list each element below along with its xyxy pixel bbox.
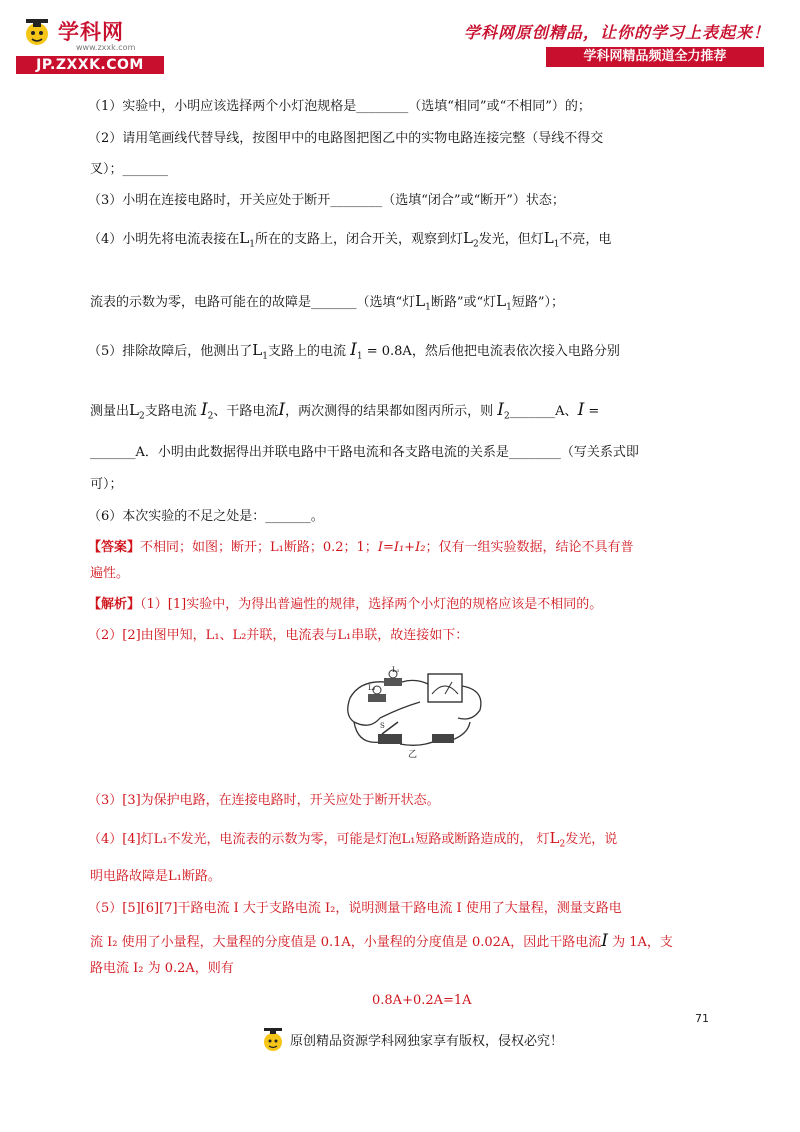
question-5-line1: （5）排除故障后，他测出了$L_1$支路上的电流 $I_1 = 0.8A$，然后他把电流表依次接入电路分别 xyxy=(88,340,620,362)
question-1: （1）实验中，小明应该选择两个小灯泡规格是________（选填“相同”或“不相同”）的； xyxy=(88,99,591,114)
label-l2: L₂ xyxy=(368,684,376,692)
question-2-line1: （2）请用笔画线代替导线，按图甲中的电路图把图乙中的实物电路连接完整（导线不得交 xyxy=(88,131,604,146)
analysis-equation: 0.8A+0.2A=1A xyxy=(372,993,472,1008)
analysis-line2: （2）[2]由图甲知，L₁、L₂并联，电流表与L₁串联，故连接如下： xyxy=(88,628,469,643)
label-l1: L₁ xyxy=(392,666,400,674)
question-2-line2: 叉）；_______ xyxy=(90,162,169,177)
analysis-line8: 路电流 I₂ 为 0.2A，则有 xyxy=(90,961,234,976)
site-logo[interactable] xyxy=(14,10,164,72)
answer-label: 【答案】 xyxy=(88,540,141,555)
analysis-label: 【解析】 xyxy=(88,597,141,612)
footer-text: 原创精品资源学科网独家享有版权，侵权必究！ xyxy=(290,1034,564,1049)
analysis-line3: （3）[3]为保护电路，在连接电路时，开关应处于断开状态。 xyxy=(88,793,440,808)
mascot-icon xyxy=(260,1024,286,1054)
answer-line2: 遍性。 xyxy=(90,566,130,581)
brand-name: 学科网 xyxy=(58,20,124,44)
question-5-line2: 测量出$L_2$支路电流 $I_2$、干路电流I，两次测得的结果都如图丙所示，则 $I_2\_\_\_\_\_\_\_A$、I = xyxy=(90,400,600,422)
question-6: （6）本次实验的不足之处是：_______。 xyxy=(88,509,324,524)
circuit-diagram-figure xyxy=(340,660,490,760)
figure-caption: 乙 xyxy=(408,750,418,760)
question-5-line4: 可）； xyxy=(90,477,123,492)
analysis-line6: （5）[5][6][7]干路电流 I 大于支路电流 I₂，说明测量干路电流 I 使用了大量程，测量支路电 xyxy=(88,901,622,916)
site-domain: www.zxxk.com xyxy=(76,43,136,52)
mascot-icon xyxy=(20,14,54,48)
label-switch: S xyxy=(380,722,385,730)
question-3: （3）小明在连接电路时，开关应处于断开________（选填“闭合”或“断开”）状态； xyxy=(88,193,565,208)
site-url[interactable]: JP.ZXXK.COM xyxy=(16,56,164,74)
header-slogan: 学科网原创精品，让你的学习上表起来！ xyxy=(463,23,770,42)
question-4-line1: （4）小明先将电流表接在$L_1$所在的支路上，闭合开关，观察到灯$L_2$发光，但灯$L_1$不亮，电 xyxy=(88,229,612,250)
answer-line1: 【答案】不相同；如图；断开；L₁断路；0.2；1；I=I₁+I₂；仅有一组实验数据，结论不具有普 xyxy=(88,540,634,555)
channel-banner: 学科网精品频道全力推荐 xyxy=(546,47,764,67)
page-number: 71 xyxy=(695,1012,709,1025)
analysis-line4: （4）[4]灯L₁不发光，电流表的示数为零，可能是灯泡L₁短路或断路造成的， 灯$L_2$发光，说 xyxy=(88,829,618,850)
analysis-line7: 流 I₂ 使用了小量程，大量程的分度值是 0.1A，小量程的分度值是 0.02A，因此干路电流I 为 1A，支 xyxy=(90,931,673,951)
question-5-line3: _______A．小明由此数据得出并联电路中干路电流和各支路电流的关系是________（写关系式即 xyxy=(90,445,639,460)
analysis-line1: 【解析】（1）[1]实验中，为得出普遍性的规律，选择两个小灯泡的规格应该是不相同的。 xyxy=(88,597,603,612)
analysis-line5: 明电路故障是L₁断路。 xyxy=(90,869,221,884)
footer-copyright xyxy=(260,1024,600,1054)
question-4-line2: 流表的示数为零，电路可能在的故障是_______（选填“灯$L_1$断路”或“灯$L_1$短路”）； xyxy=(90,292,565,313)
